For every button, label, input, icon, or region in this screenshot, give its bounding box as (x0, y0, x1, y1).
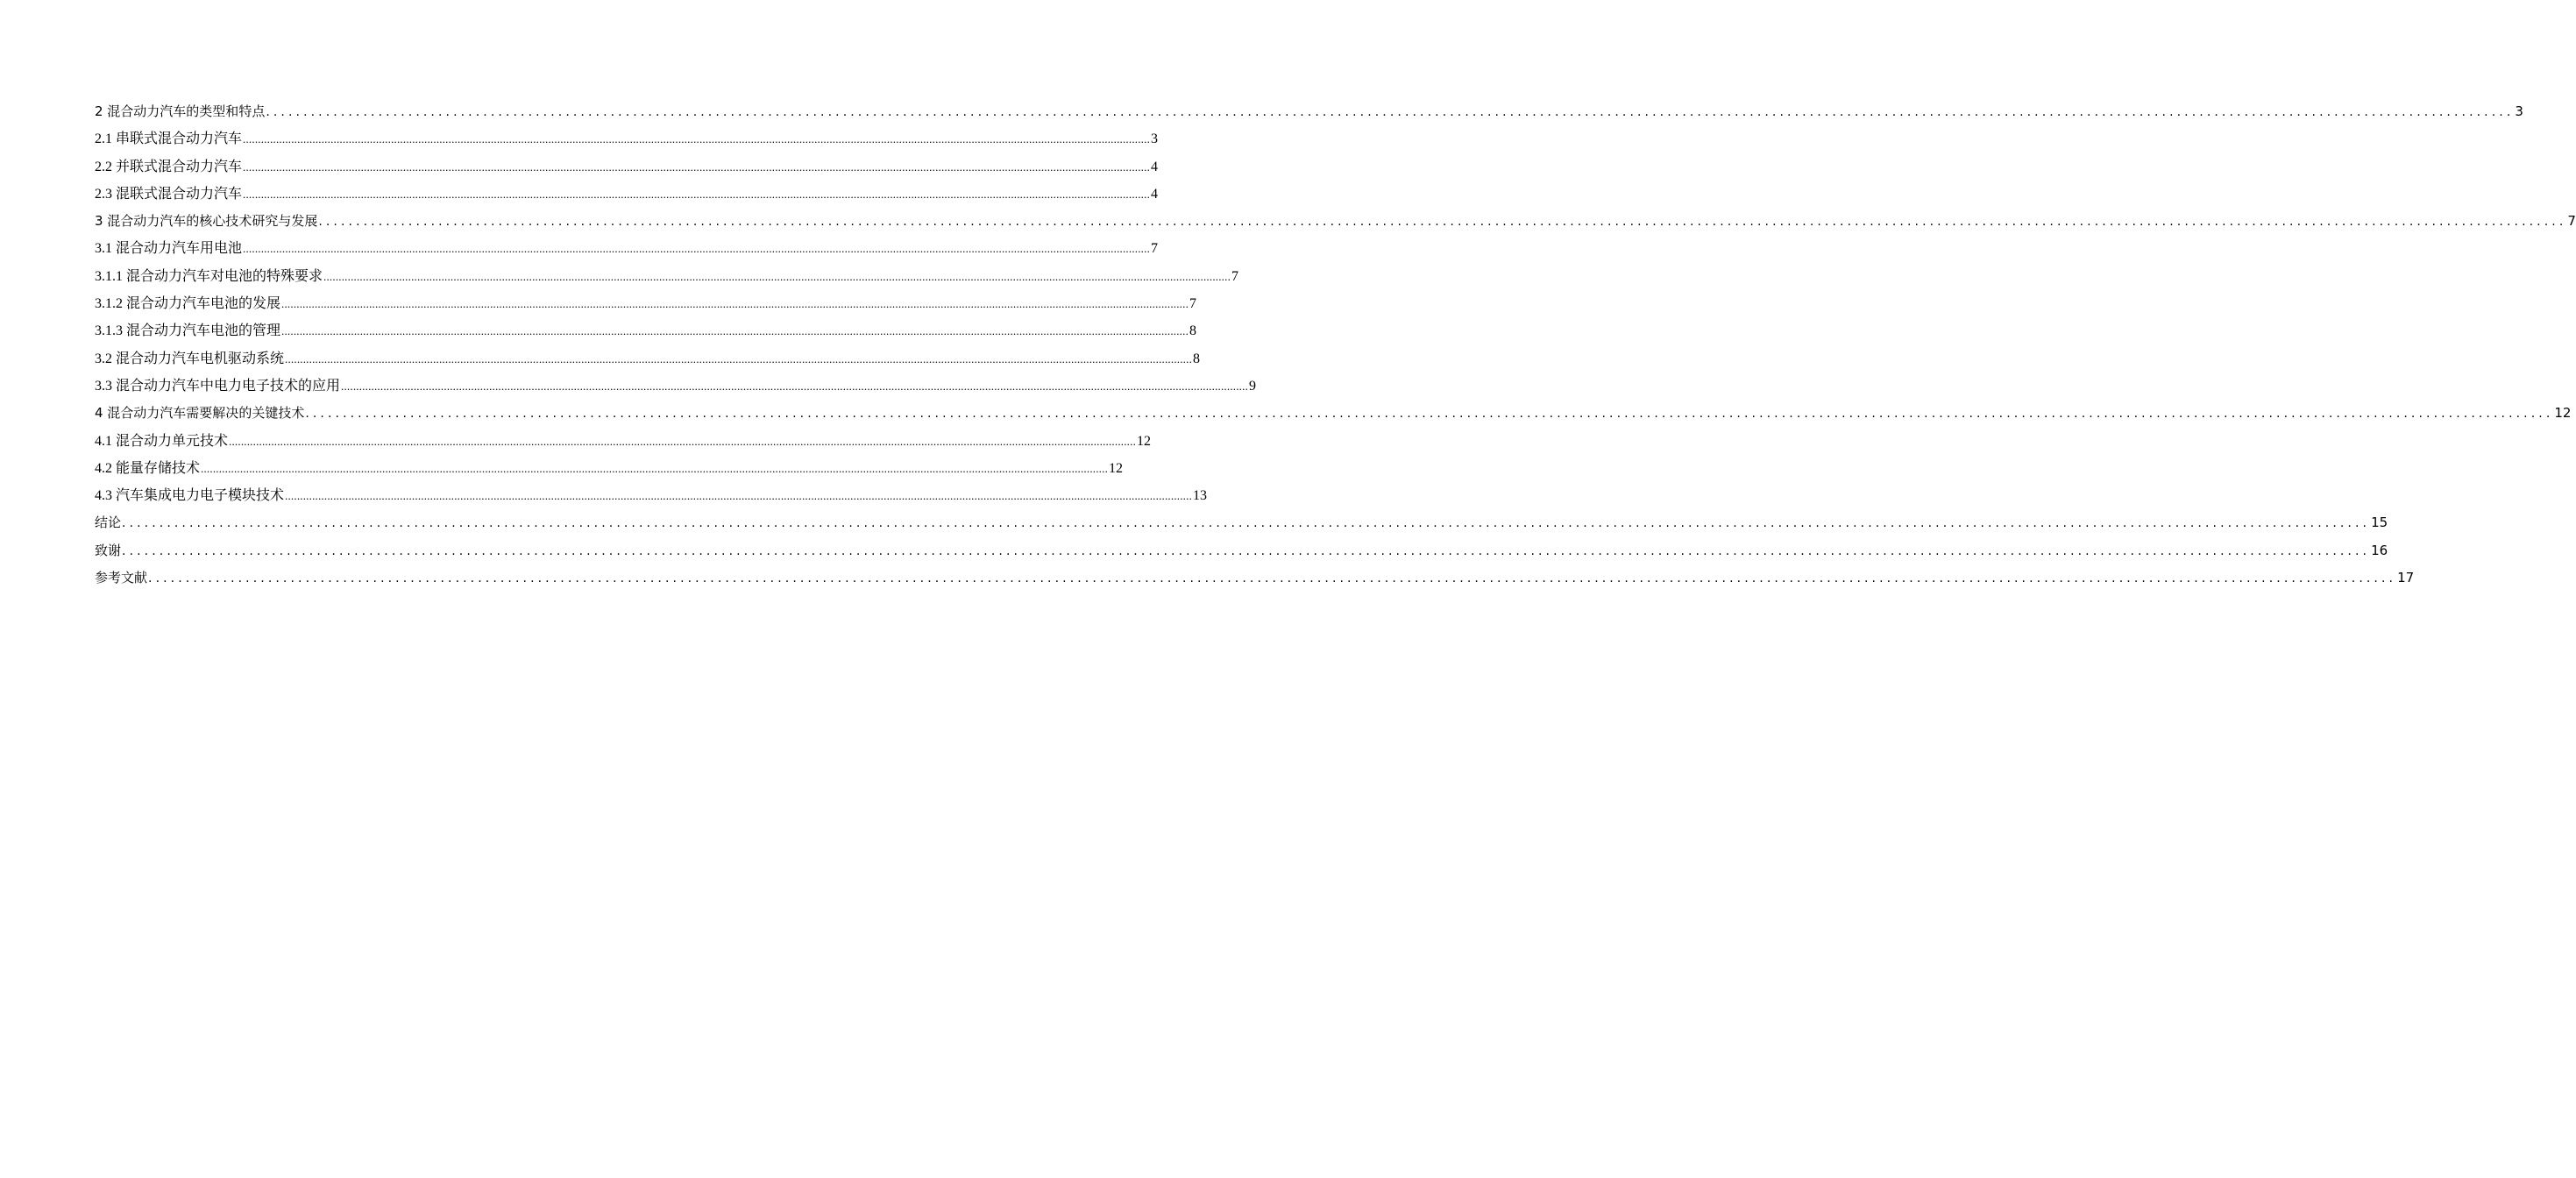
toc-entry-title: 3.1.3 混合动力汽车电池的管理 (95, 323, 281, 339)
toc-entry-page: 16 (2371, 542, 2388, 558)
dot-leader: ............................................................................................................................................................................................................................................................................................................ (122, 516, 2371, 531)
toc-entry[interactable] (95, 235, 1159, 262)
toc-entry-page: 15 (2371, 514, 2388, 531)
toc-entry[interactable] (95, 537, 2388, 564)
toc-entry-title: 4 混合动力汽车需要解决的关键技术 (95, 405, 305, 422)
toc-entry[interactable] (95, 98, 2523, 125)
toc-entry[interactable] (95, 428, 1152, 455)
toc-entry[interactable] (95, 317, 1197, 344)
toc-entry-page: 7 (1189, 296, 1197, 312)
toc-entry[interactable] (95, 153, 1159, 181)
toc-entry-page: 13 (1193, 488, 1208, 504)
toc-entry[interactable] (95, 482, 1208, 509)
toc-entry-page: 12 (1109, 460, 1124, 476)
toc-entry-page: 7 (1151, 241, 1159, 257)
toc-entry[interactable] (95, 509, 2388, 536)
toc-entry-title: 4.2 能量存储技术 (95, 460, 201, 476)
toc-entry-title: 4.1 混合动力单元技术 (95, 433, 229, 449)
dot-leader: ............................................................................................................................................................................................................................................................................................................ (243, 242, 1151, 256)
dot-leader: ............................................................................................................................................................................................................................................................................................................ (243, 187, 1151, 201)
toc-entry-title: 2.1 串联式混合动力汽车 (95, 131, 243, 147)
dot-leader: ............................................................................................................................................................................................................................................................................................................ (281, 297, 1189, 311)
toc-entry[interactable] (95, 208, 2576, 235)
table-of-contents (95, 98, 2576, 592)
toc-entry-title: 3 混合动力汽车的核心技术研究与发展 (95, 213, 318, 230)
dot-leader: ............................................................................................................................................................................................................................................................................................................ (285, 489, 1193, 503)
toc-entry-page: 12 (1137, 433, 1152, 449)
dot-leader: ............................................................................................................................................................................................................................................................................................................ (266, 105, 2515, 119)
dot-leader: ............................................................................................................................................................................................................................................................................................................ (201, 461, 1109, 475)
toc-entry-title: 3.2 混合动力汽车电机驱动系统 (95, 351, 285, 366)
dot-leader: ............................................................................................................................................................................................................................................................................................................ (305, 407, 2554, 422)
toc-entry-page: 7 (1231, 268, 1239, 284)
dot-leader: ............................................................................................................................................................................................................................................................................................................ (243, 160, 1151, 174)
toc-entry-title: 2.3 混联式混合动力汽车 (95, 186, 243, 202)
toc-entry-title: 3.1 混合动力汽车用电池 (95, 241, 243, 257)
toc-entry-page: 4 (1151, 159, 1159, 174)
dot-leader: ............................................................................................................................................................................................................................................................................................................ (243, 132, 1151, 146)
toc-entry-title: 4.3 汽车集成电力电子模块技术 (95, 488, 285, 504)
dot-leader: ............................................................................................................................................................................................................................................................................................................ (285, 351, 1193, 365)
toc-entry-page: 8 (1193, 351, 1201, 366)
toc-entry-page: 3 (2515, 103, 2523, 119)
dot-leader: ............................................................................................................................................................................................................................................................................................................ (281, 324, 1189, 338)
toc-entry[interactable] (95, 564, 2415, 592)
toc-entry-title: 结论 (95, 514, 122, 531)
dot-leader: ............................................................................................................................................................................................................................................................................................................ (323, 269, 1231, 283)
dot-leader: ............................................................................................................................................................................................................................................................................................................ (122, 543, 2371, 558)
toc-entry-title: 参考文献 (95, 570, 148, 586)
toc-entry[interactable] (95, 373, 1257, 400)
toc-entry-page: 17 (2397, 570, 2415, 586)
toc-entry-title: 3.1.1 混合动力汽车对电池的特殊要求 (95, 268, 323, 284)
toc-entry-page: 8 (1189, 323, 1197, 339)
toc-entry[interactable] (95, 345, 1201, 373)
dot-leader: ............................................................................................................................................................................................................................................................................................................ (229, 434, 1137, 448)
toc-entry-title: 2 混合动力汽车的类型和特点 (95, 103, 266, 119)
dot-leader: ............................................................................................................................................................................................................................................................................................................ (318, 215, 2567, 230)
toc-entry-page: 4 (1151, 186, 1159, 202)
toc-entry-title: 3.1.2 混合动力汽车电池的发展 (95, 296, 281, 312)
toc-entry-page: 3 (1151, 131, 1159, 147)
toc-entry[interactable] (95, 400, 2572, 427)
toc-entry[interactable] (95, 125, 1159, 153)
toc-entry-page: 7 (2567, 213, 2576, 230)
dot-leader: ............................................................................................................................................................................................................................................................................................................ (148, 571, 2397, 586)
toc-entry-title: 3.3 混合动力汽车中电力电子技术的应用 (95, 378, 341, 394)
toc-entry-title: 2.2 并联式混合动力汽车 (95, 159, 243, 174)
toc-entry-page: 12 (2554, 405, 2572, 422)
toc-entry[interactable] (95, 263, 1239, 290)
toc-entry[interactable] (95, 290, 1197, 317)
toc-entry[interactable] (95, 181, 1159, 208)
toc-entry[interactable] (95, 455, 1124, 482)
toc-entry-page: 9 (1249, 378, 1257, 394)
toc-entry-title: 致谢 (95, 542, 122, 558)
dot-leader: ............................................................................................................................................................................................................................................................................................................ (341, 379, 1249, 393)
